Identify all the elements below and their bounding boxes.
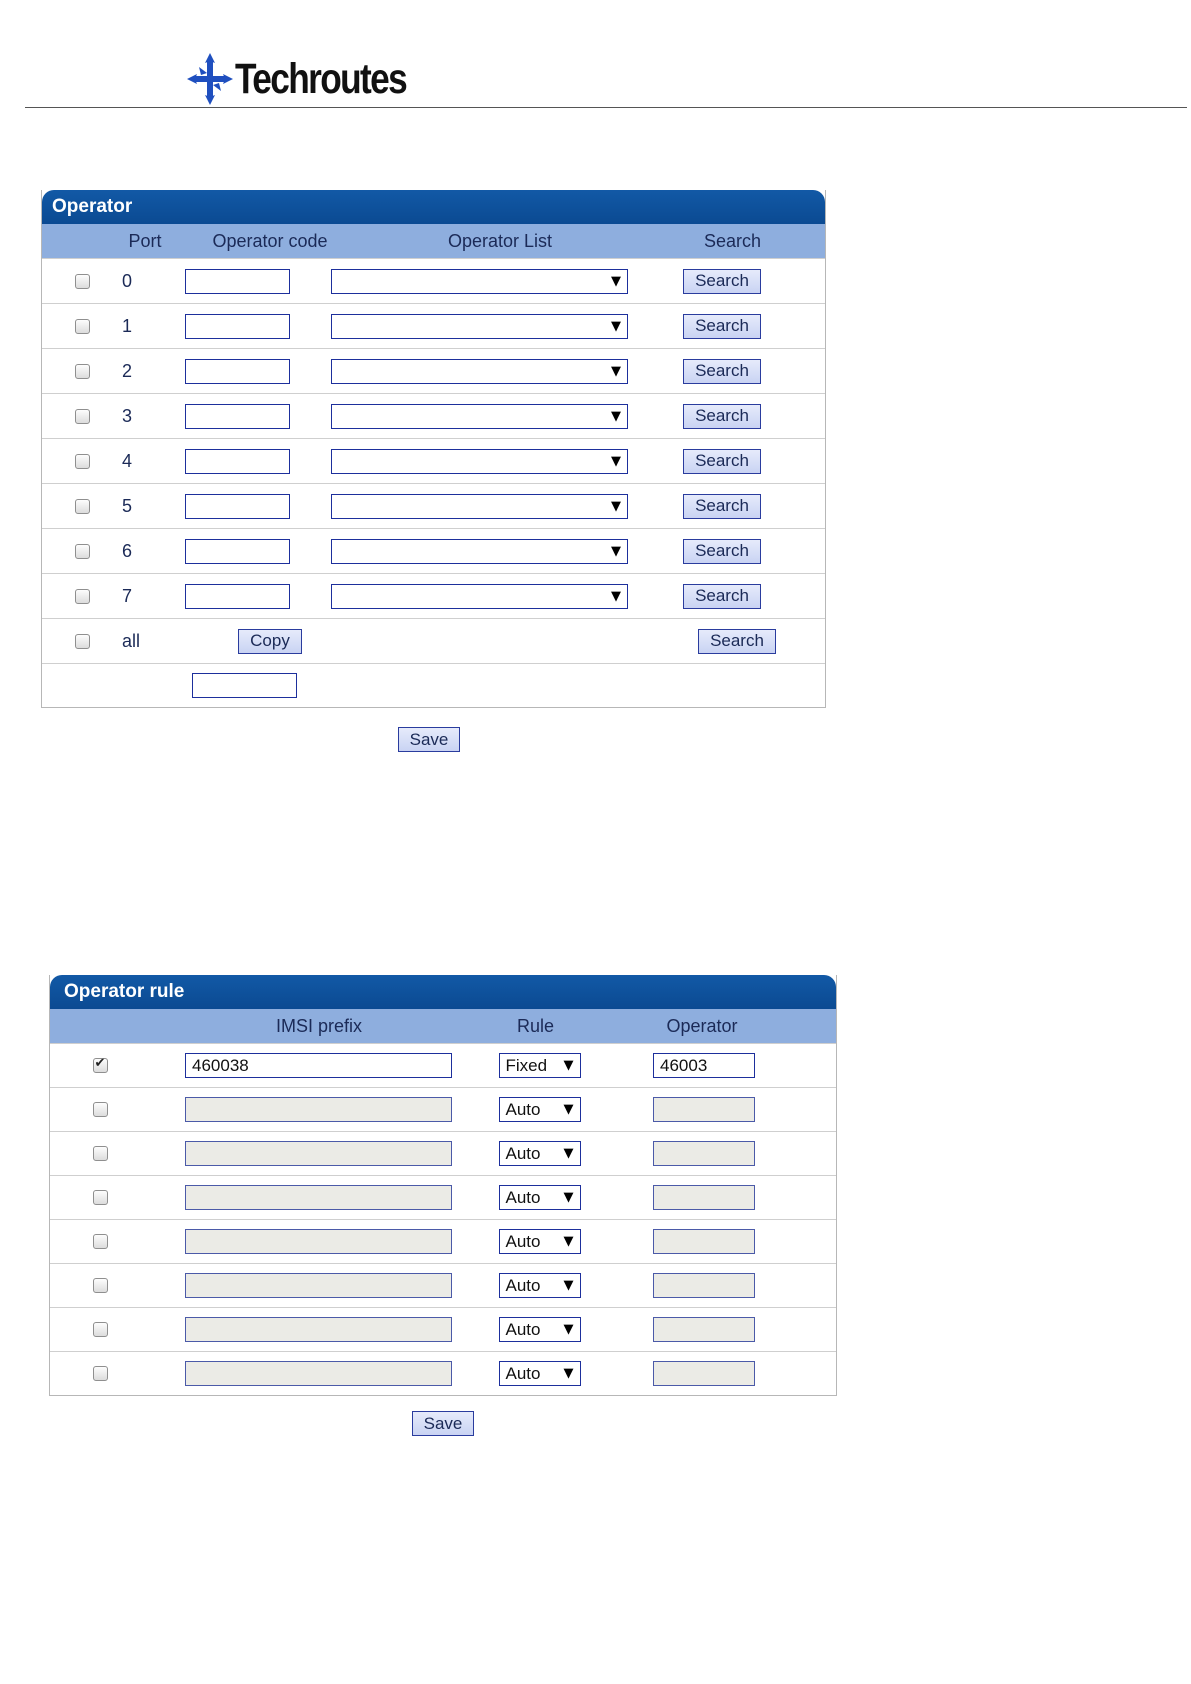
operator-port-row <box>42 258 825 303</box>
imsi-prefix-field[interactable]: 460038 <box>185 1053 452 1078</box>
rule-value: Auto <box>505 1363 541 1383</box>
operator-code-field[interactable] <box>185 539 290 564</box>
operator-port-row <box>42 573 825 618</box>
operator-list-select[interactable] <box>331 584 628 609</box>
port-checkbox[interactable] <box>75 319 90 334</box>
operator-field[interactable] <box>653 1097 755 1122</box>
triangle-down-icon: ▼ <box>563 1058 574 1073</box>
imsi-prefix-field[interactable] <box>185 1097 452 1122</box>
rule-row-checkbox[interactable] <box>93 1278 108 1293</box>
operator-rule-panel-title: Operator rule <box>50 975 836 1009</box>
operator-rule-row <box>50 1307 836 1351</box>
copy-button[interactable]: Copy <box>238 629 302 654</box>
triangle-down-icon: ▼ <box>611 588 621 604</box>
operator-list-select[interactable] <box>331 314 628 339</box>
rule-row-checkbox[interactable] <box>93 1058 108 1073</box>
search-button[interactable]: Search <box>683 269 761 294</box>
port-number: 5 <box>122 495 133 516</box>
operator-port-row <box>42 438 825 483</box>
port-checkbox[interactable] <box>75 589 90 604</box>
rule-row-checkbox[interactable] <box>93 1146 108 1161</box>
rule-select[interactable] <box>499 1361 581 1386</box>
copy-source-code-field[interactable] <box>192 673 297 698</box>
port-number: 1 <box>122 315 133 336</box>
operator-rule-row <box>50 1131 836 1175</box>
operator-rule-panel <box>49 975 837 1396</box>
search-button[interactable]: Search <box>683 539 761 564</box>
operator-code-field[interactable] <box>185 404 290 429</box>
port-number: 7 <box>122 585 133 606</box>
rule-select[interactable] <box>499 1141 581 1166</box>
operator-rule-row <box>50 1043 836 1087</box>
operator-port-row <box>42 393 825 438</box>
imsi-prefix-field[interactable] <box>185 1317 452 1342</box>
operator-port-row <box>42 528 825 573</box>
operator-extra-row <box>42 663 825 707</box>
port-checkbox[interactable] <box>75 364 90 379</box>
imsi-prefix-field[interactable] <box>185 1361 452 1386</box>
imsi-prefix-field[interactable] <box>185 1141 452 1166</box>
triangle-down-icon: ▼ <box>563 1366 574 1381</box>
operator-list-select[interactable] <box>331 269 628 294</box>
imsi-prefix-field[interactable] <box>185 1185 452 1210</box>
brand-logo <box>187 52 444 106</box>
rule-row-checkbox[interactable] <box>93 1234 108 1249</box>
rule-row-checkbox[interactable] <box>93 1322 108 1337</box>
rule-row-checkbox[interactable] <box>93 1366 108 1381</box>
search-button[interactable]: Search <box>683 359 761 384</box>
imsi-prefix-column-header: IMSI prefix <box>275 1015 363 1036</box>
rule-row-checkbox[interactable] <box>93 1102 108 1117</box>
rule-value: Auto <box>505 1143 541 1163</box>
operator-rule-row <box>50 1263 836 1307</box>
triangle-down-icon: ▼ <box>611 498 621 514</box>
triangle-down-icon: ▼ <box>611 543 621 559</box>
rule-value: Auto <box>505 1319 541 1339</box>
all-label: all <box>122 630 141 651</box>
rule-value: Fixed <box>505 1055 548 1075</box>
operator-rule-row <box>50 1175 836 1219</box>
search-button[interactable]: Search <box>683 404 761 429</box>
port-column-header: Port <box>128 230 162 251</box>
rule-select[interactable] <box>499 1273 581 1298</box>
brand-name: Techroutes <box>235 54 407 103</box>
triangle-down-icon: ▼ <box>563 1146 574 1161</box>
operator-port-row <box>42 483 825 528</box>
triangle-down-icon: ▼ <box>611 318 621 334</box>
port-checkbox[interactable] <box>75 274 90 289</box>
port-checkbox[interactable] <box>75 544 90 559</box>
operator-rule-save-button[interactable]: Save <box>412 1411 474 1436</box>
search-button[interactable]: Search <box>683 494 761 519</box>
triangle-down-icon: ▼ <box>611 363 621 379</box>
rule-select[interactable] <box>499 1229 581 1254</box>
operator-list-select[interactable] <box>331 404 628 429</box>
operator-code-field[interactable] <box>185 449 290 474</box>
rule-column-header: Rule <box>516 1015 555 1036</box>
operator-code-column-header: Operator code <box>212 230 328 251</box>
port-number: 2 <box>122 360 133 381</box>
operator-field[interactable] <box>653 1141 755 1166</box>
imsi-prefix-field[interactable] <box>185 1229 452 1254</box>
operator-field[interactable] <box>653 1185 755 1210</box>
operator-column-header <box>42 224 825 258</box>
search-button[interactable]: Search <box>683 314 761 339</box>
operator-list-select[interactable] <box>331 359 628 384</box>
rule-row-checkbox[interactable] <box>93 1190 108 1205</box>
port-number: 4 <box>122 450 133 471</box>
rule-select[interactable] <box>499 1097 581 1122</box>
triangle-down-icon: ▼ <box>563 1102 574 1117</box>
operator-column-header: Operator <box>666 1015 738 1036</box>
rule-value: Auto <box>505 1187 541 1207</box>
operator-list-select[interactable] <box>331 539 628 564</box>
triangle-down-icon: ▼ <box>611 453 621 469</box>
operator-port-row <box>42 303 825 348</box>
operator-field[interactable] <box>653 1229 755 1254</box>
imsi-prefix-field[interactable] <box>185 1273 452 1298</box>
operator-code-field[interactable] <box>185 584 290 609</box>
port-number: 6 <box>122 540 133 561</box>
triangle-down-icon: ▼ <box>563 1234 574 1249</box>
port-number: 0 <box>122 270 133 291</box>
triangle-down-icon: ▼ <box>563 1278 574 1293</box>
operator-code-field[interactable] <box>185 269 290 294</box>
select-all-checkbox[interactable] <box>75 634 90 649</box>
triangle-down-icon: ▼ <box>611 273 621 289</box>
operator-code-field[interactable] <box>185 494 290 519</box>
search-all-button[interactable]: Search <box>698 629 776 654</box>
operator-all-row <box>42 618 825 663</box>
operator-code-field[interactable] <box>185 314 290 339</box>
rule-select[interactable] <box>499 1317 581 1342</box>
port-checkbox[interactable] <box>75 499 90 514</box>
operator-field[interactable] <box>653 1361 755 1386</box>
operator-port-row <box>42 348 825 393</box>
port-checkbox[interactable] <box>75 454 90 469</box>
port-number: 3 <box>122 405 133 426</box>
operator-panel <box>41 190 826 708</box>
rule-select[interactable] <box>499 1053 581 1078</box>
triangle-down-icon: ▼ <box>563 1322 574 1337</box>
operator-save-button[interactable]: Save <box>398 727 460 752</box>
operator-field[interactable]: 46003 <box>653 1053 755 1078</box>
operator-list-column-header: Operator List <box>447 230 553 251</box>
operator-rule-row <box>50 1219 836 1263</box>
operator-list-select[interactable] <box>331 449 628 474</box>
search-column-header: Search <box>703 230 762 251</box>
operator-rule-column-header <box>50 1009 836 1043</box>
triangle-down-icon: ▼ <box>563 1190 574 1205</box>
operator-code-field[interactable] <box>185 359 290 384</box>
header-divider <box>25 107 1187 108</box>
operator-rule-row <box>50 1351 836 1395</box>
operator-panel-title: Operator <box>42 190 825 224</box>
operator-field[interactable] <box>653 1273 755 1298</box>
search-button[interactable]: Search <box>683 449 761 474</box>
operator-field[interactable] <box>653 1317 755 1342</box>
operator-rule-row <box>50 1087 836 1131</box>
rule-value: Auto <box>505 1231 541 1251</box>
search-button[interactable]: Search <box>683 584 761 609</box>
operator-list-select[interactable] <box>331 494 628 519</box>
triangle-down-icon: ▼ <box>611 408 621 424</box>
rule-value: Auto <box>505 1275 541 1295</box>
rule-value: Auto <box>505 1099 541 1119</box>
compass-star-logo-icon <box>187 53 233 105</box>
rule-select[interactable] <box>499 1185 581 1210</box>
port-checkbox[interactable] <box>75 409 90 424</box>
